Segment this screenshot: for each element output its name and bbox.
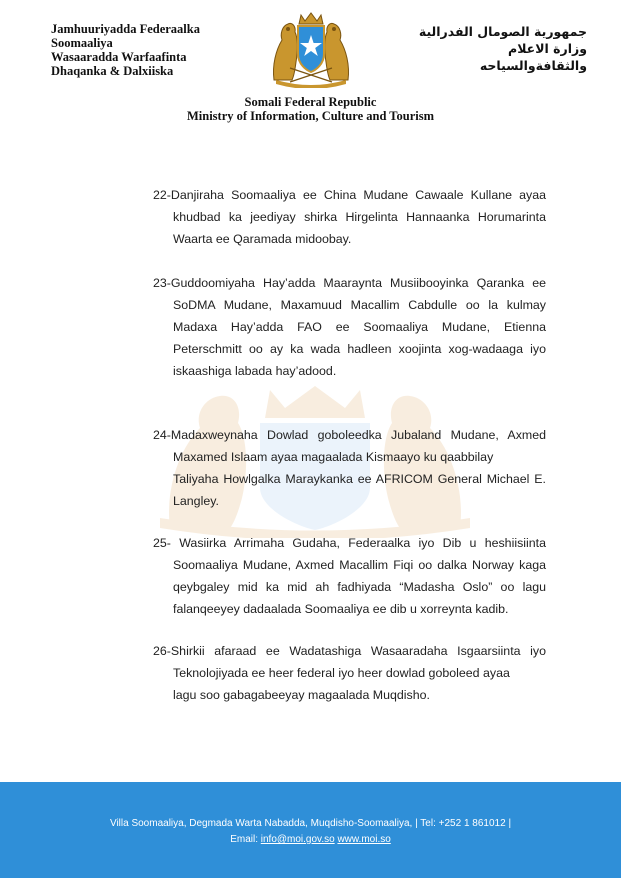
news-item-line: Teknolojiyada ee heer federal iyo heer dowlad goboleed ayaa [173,666,510,680]
news-item-line: Waarta ee Qaramada midoobay. [173,232,352,246]
footer-email-link[interactable]: info@moi.gov.so [260,834,335,845]
arabic-header-line: جمهورية الصومال الفدرالية [418,24,587,39]
footer-email-label: Email: [230,834,258,845]
news-item-line: Madaxa Hay’adda FAO ee Soomaaliya Mudane, Etienna [173,320,546,334]
footer-website-link[interactable]: www.moi.so [337,834,391,845]
news-item-line: lagu soo gabagabeeyay magaalada Muqdisho. [173,688,430,702]
footer-address: Villa Soomaaliya, Degmada Warta Nabadda, Muqdisho-Soomaaliya, | Tel: +252 1 861012 | [109,818,512,829]
somali-header-line: Wasaaradda Warfaafinta [51,50,187,64]
somali-header-line: Jamhuuriyadda Federaalka [51,22,200,36]
news-item-line: Maxamed Islaam ayaa magaalada Kismaayo ku qaabbilay [173,450,494,464]
news-item-22 [153,184,546,250]
somali-header-line: Dhaqanka & Dalxiiska [51,64,174,78]
news-item-line: Soomaaliya Mudane, Axmed Macallim Fiqi oo dalka Norway kaga [173,558,546,572]
news-item-line: 26-Shirkii afaraad ee Wadatashiga Wasaaradaha Isgaarsiinta iyo [153,644,546,658]
news-item-line: 25- Wasiirka Arrimaha Gudaha, Federaalka iyo Dib u heshiisiinta [153,536,546,550]
news-item-26 [153,640,546,706]
news-item-line: 23-Guddoomiyaha Hay’adda Maaraynta Musiibooyinka Qaranka ee [153,276,546,290]
news-item-line: SoDMA Mudane, Maxamuud Macallim Cabdulle oo la kulmay [173,298,546,312]
somalia-coat-of-arms-icon [268,10,354,88]
news-item-line: qeybgaley mid ka mid ah fadhiyada “Madasha Oslo” oo lagu [173,580,546,594]
english-header [0,95,621,123]
news-item-line: 22-Danjiraha Soomaaliya ee China Mudane Cawaale Kullane ayaa [153,188,546,202]
news-item-24 [153,424,546,512]
english-header-line: Ministry of Information, Culture and Tourism [186,109,434,123]
arabic-header [419,23,587,74]
news-item-line: Peterschmitt oo ay ka wada hadleen xoojinta xog-wadaaga iyo [173,342,546,356]
news-item-line: 24-Madaxweynaha Dowlad goboleedka Jubaland Mudane, Axmed [153,428,546,442]
footer-contact [0,832,621,848]
news-item-line: Taliyaha Howlgalka Maraykanka ee AFRICOM General Michael E. [173,472,546,486]
news-item-25 [153,532,546,620]
news-item-line: iskaashiga labada hay’adood. [173,364,337,378]
news-item-23 [153,272,546,382]
arabic-header-line: والثقافةوالسياحه [479,58,587,73]
footer [0,782,621,878]
news-item-line: Langley. [173,494,219,508]
somali-header-line: Soomaaliya [51,36,113,50]
somali-header [51,22,200,78]
arabic-header-line: وزارة الاعلام [508,41,587,56]
news-item-line: falanqeeyey dadaalada Soomaaliya ee dib u xorreynta kadib. [173,602,509,616]
english-header-line: Somali Federal Republic [244,95,377,109]
news-item-line: khudbad ka jeediyay shirka Hirgelinta Hannaanka Horumarinta [173,210,546,224]
